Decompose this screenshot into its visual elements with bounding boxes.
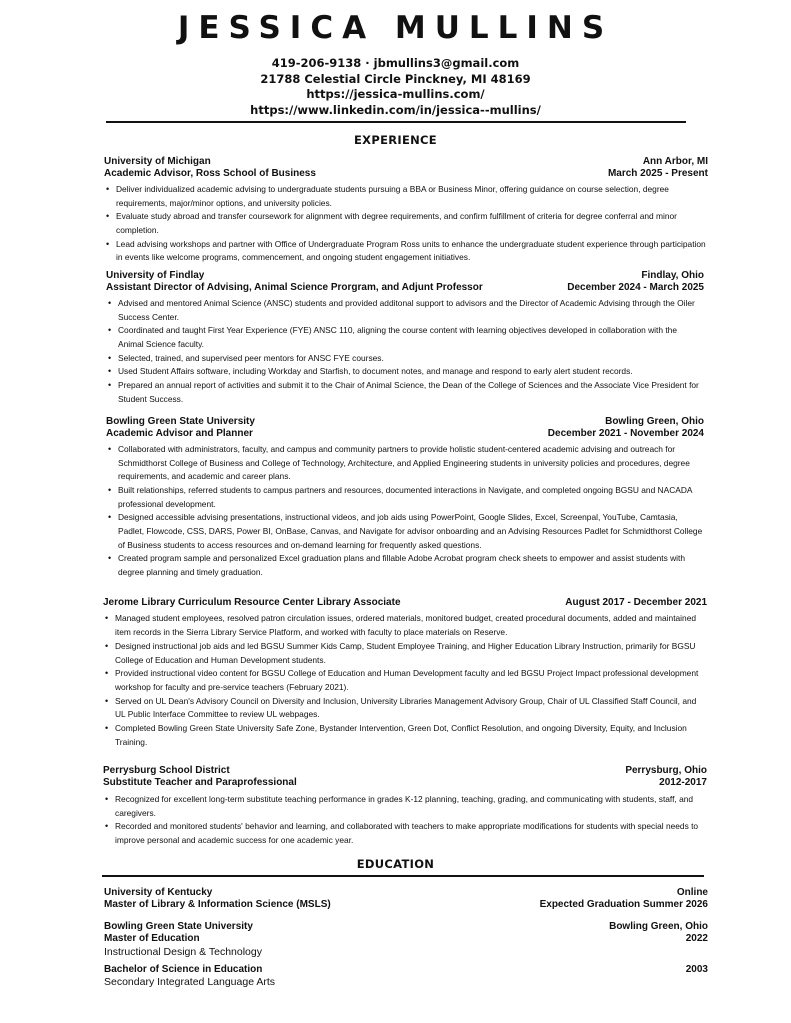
- degree-date: 2022: [685, 933, 708, 945]
- bullet-item: • Recorded and monitored students' behavior and learning, and collaborated with teachers to make appropriate modifications for students with special needs to improve personal and academic success for one academic year.: [115, 820, 707, 847]
- website-link[interactable]: https://jessica-mullins.com/: [306, 87, 485, 102]
- role-dates: December 2021 - November 2024: [547, 428, 704, 440]
- bullet-item: • Served on UL Dean's Advisory Council on Diversity and Inclusion, University Libraries Management Advisory Group, Chair of UL Classified Staff Council, and UL Public Interface Committee to review UL webpages.: [115, 695, 707, 722]
- degree-name: Bachelor of Science in Education: [104, 964, 263, 975]
- bullet-item: • Evaluate study abroad and transfer coursework for alignment with degree requirements, and confirm fulfillment of criteria for degree conferral and minor completion.: [116, 210, 708, 237]
- education-heading: EDUCATION: [356, 857, 435, 871]
- experience-entry-bgsu: [106, 416, 704, 580]
- role-title: Assistant Director of Advising, Animal Science Prorgram, and Adjunt Professor: [106, 282, 483, 294]
- experience-entry-jerome-library: [103, 597, 707, 749]
- role-title: Academic Advisor, Ross School of Business: [104, 168, 316, 180]
- experience-entry-findlay: [106, 270, 704, 406]
- role-title: Academic Advisor and Planner: [106, 428, 253, 440]
- address: 21788 Celestial Circle Pinckney, MI 48169: [260, 71, 531, 86]
- role-dates: December 2024 - March 2025: [567, 282, 704, 294]
- org-location: Ann Arbor, MI: [642, 156, 708, 167]
- degree-name: Master of Education: [104, 933, 200, 945]
- bullet-item: • Designed accessible advising presentations, instructional videos, and job aids using PowerPoint, Google Slides, Excel, Screenpal, YouTube, Camtasia, Padlet, Flowcode, CSS, DARS, Power BI, OnBase, Canvas, and Navigate for advisor onboarding and an Advising Resources Padlet for Schmidthorst College of Business students to access resources and on-demand learning for frequently asked questions.: [118, 511, 704, 552]
- bullet-item: • Built relationships, referred students to campus partners and resources, documented interactions in Navigate, and completed ongoing BGSU and NACADA professional development.: [118, 484, 704, 511]
- degree-focus: Instructional Design & Technology: [104, 945, 262, 958]
- role-title: Substitute Teacher and Paraprofessional: [103, 777, 297, 789]
- resume-name: JESSICA MULLINS: [177, 10, 614, 46]
- education-entry-bachelor: [104, 964, 708, 989]
- header-divider: [106, 121, 686, 123]
- bullet-item: • Deliver individualized academic advising to undergraduate students pursuing a BBA or Business Minor, offering guidance on course selection, degree requirements, major/minor options, and university policies.: [116, 183, 708, 210]
- org-location: Bowling Green, Ohio: [605, 416, 704, 427]
- org-name: Bowling Green State University: [106, 416, 255, 427]
- experience-heading: EXPERIENCE: [354, 133, 437, 147]
- bullet-item: • Coordinated and taught First Year Experience (FYE) ANSC 110, aligning the course content with learning objectives developed in collaboration with the Animal Science faculty.: [118, 324, 704, 351]
- org-location: Perrysburg, Ohio: [625, 765, 707, 776]
- experience-entry-michigan: [104, 156, 708, 265]
- org-location: Findlay, Ohio: [641, 270, 704, 281]
- experience-entry-perrysburg: [103, 765, 707, 848]
- school-location: Online: [676, 887, 708, 898]
- degree-focus: Secondary Integrated Language Arts: [104, 976, 276, 989]
- education-divider: [102, 875, 704, 877]
- school-name: Bowling Green State University: [104, 921, 253, 932]
- bullet-item: • Designed instructional job aids and led BGSU Summer Kids Camp, Student Employee Training, and Higher Education Library Instruction, primarily for BGSU College of Education and Human Development students.: [115, 640, 707, 667]
- bullet-item: • Collaborated with administrators, faculty, and campus and community partners to provide holistic student-centered academic advising and outreach for Schmidthorst College of Business and College of Technology, Architecture, and Applied Engineering students in university policies and procedures, degree requirements, and academic and career plans.: [118, 443, 704, 484]
- role-dates: 2012-2017: [659, 777, 707, 789]
- bullet-item: • Advised and mentored Animal Science (ANSC) students and provided additonal support to advisors and the Director of Academic Advising through the Oiler Success Center.: [118, 297, 704, 324]
- degree-date: 2003: [685, 964, 708, 975]
- role-dates: March 2025 - Present: [607, 168, 708, 180]
- role-dates: August 2017 - December 2021: [565, 597, 707, 608]
- linkedin-link[interactable]: https://www.linkedin.com/in/jessica--mullins/: [250, 102, 541, 117]
- bullet-item: • Created program sample and personalized Excel graduation plans and fillable Adobe Acrobat program check sheets to empower and assist students with degree planning and timely graduation.: [118, 552, 704, 579]
- bullet-item: • Managed student employees, resolved patron circulation issues, ordered materials, monitored budget, created procedural documents, added and maintained item records in the Sierra Library Service Platform, and worked with faculty to place materials on Reserve.: [115, 612, 707, 639]
- bullet-item: • Selected, trained, and supervised peer mentors for ANSC FYE courses.: [118, 352, 704, 366]
- org-name: University of Findlay: [106, 270, 205, 281]
- role-title: Jerome Library Curriculum Resource Center Library Associate: [103, 597, 401, 608]
- bullet-item: • Used Student Affairs software, including Workday and Starfish, to document notes, and manage and respond to early alert student records.: [118, 365, 704, 379]
- bullet-item: • Provided instructional video content for BGSU College of Education and Human Development faculty and led BGSU Project Impact professional development workshop for faculty and pre-service teachers (February 2021).: [115, 667, 707, 694]
- bullet-item: • Lead advising workshops and partner with Office of Undergraduate Program Ross units to enhance the undergraduate student experience through participation in events like welcome programs, commencement, and ongoing student engagement initiatives.: [116, 238, 708, 265]
- education-entry-bgsu: [104, 921, 708, 958]
- org-name: University of Michigan: [104, 156, 211, 167]
- contact-block: [0, 56, 791, 118]
- degree-date: Expected Graduation Summer 2026: [539, 899, 708, 911]
- education-entry-kentucky: [104, 887, 708, 912]
- bullet-item: • Completed Bowling Green State University Safe Zone, Bystander Intervention, Green Dot, Conflict Resolution, and ongoing Diversity, Equity, and Inclusion Training.: [115, 722, 707, 749]
- school-location: Bowling Green, Ohio: [609, 921, 708, 932]
- phone-email: 419-206-9138 · jbmullins3@gmail.com: [271, 56, 520, 70]
- org-name: Perrysburg School District: [103, 765, 230, 776]
- bullet-item: • Recognized for excellent long-term substitute teaching performance in grades K-12 planning, teaching, grading, and communicating with students, staff, and caregivers.: [115, 793, 707, 820]
- bullet-item: • Prepared an annual report of activities and submit it to the Chair of Animal Science, the Dean of the College of Sciences and the Associate Vice President for Student Success.: [118, 379, 704, 406]
- school-name: University of Kentucky: [104, 887, 213, 898]
- degree-name: Master of Library & Information Science (MSLS): [104, 899, 331, 911]
